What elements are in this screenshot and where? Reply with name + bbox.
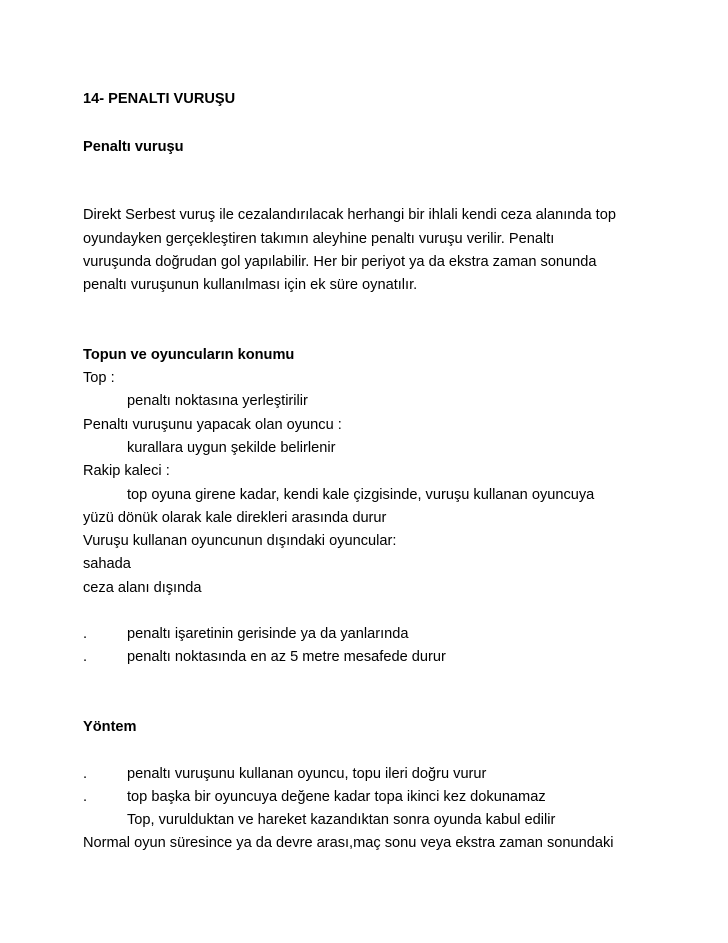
position-bullet-2: penaltı noktasında en az 5 metre mesafede durur: [127, 649, 446, 665]
intro-line-1: Direkt Serbest vuruş ile cezalandırılacak herhangi bir ihlali kendi ceza alanında top: [83, 207, 616, 223]
others-line-1: sahada: [83, 556, 131, 572]
bullet-mark: .: [83, 789, 88, 805]
intro-line-4: penaltı vuruşunun kullanılması için ek süre oynatılır.: [83, 277, 418, 293]
bullet-mark: .: [83, 649, 88, 665]
ball-text: penaltı noktasına yerleştirilir: [127, 393, 308, 409]
position-heading: Topun ve oyuncuların konumu: [83, 347, 295, 363]
others-line-2: ceza alanı dışında: [83, 580, 202, 596]
bullet-mark: .: [83, 626, 88, 642]
others-label: Vuruşu kullanan oyuncunun dışındaki oyuncular:: [83, 533, 397, 549]
section-title: 14- PENALTI VURUŞU: [83, 91, 236, 107]
position-bullet-1: penaltı işaretinin gerisinde ya da yanlarında: [127, 626, 409, 642]
bullet-mark: .: [83, 766, 88, 782]
taker-text: kurallara uygun şekilde belirlenir: [127, 440, 336, 456]
method-bullet-1: penaltı vuruşunu kullanan oyuncu, topu ileri doğru vurur: [127, 766, 487, 782]
intro-line-2: oyundayken gerçekleştiren takımın aleyhine penaltı vuruşu verilir. Penaltı: [83, 231, 555, 247]
method-final-line: Normal oyun süresince ya da devre arası,maç sonu veya ekstra zaman sonundaki: [83, 835, 614, 851]
keeper-label: Rakip kaleci :: [83, 463, 170, 479]
method-bullet-2: top başka bir oyuncuya değene kadar topa ikinci kez dokunamaz: [127, 789, 546, 805]
keeper-text-2: yüzü dönük olarak kale direkleri arasında durur: [83, 510, 387, 526]
intro-line-3: vuruşunda doğrudan gol yapılabilir. Her bir periyot ya da ekstra zaman sonunda: [83, 254, 597, 270]
keeper-text-1: top oyuna girene kadar, kendi kale çizgisinde, vuruşu kullanan oyuncuya: [127, 487, 595, 503]
method-heading: Yöntem: [83, 719, 137, 735]
ball-label: Top :: [83, 370, 115, 386]
subtitle: Penaltı vuruşu: [83, 139, 184, 155]
method-indented-line: Top, vurulduktan ve hareket kazandıktan sonra oyunda kabul edilir: [127, 812, 556, 828]
taker-label: Penaltı vuruşunu yapacak olan oyuncu :: [83, 417, 342, 433]
